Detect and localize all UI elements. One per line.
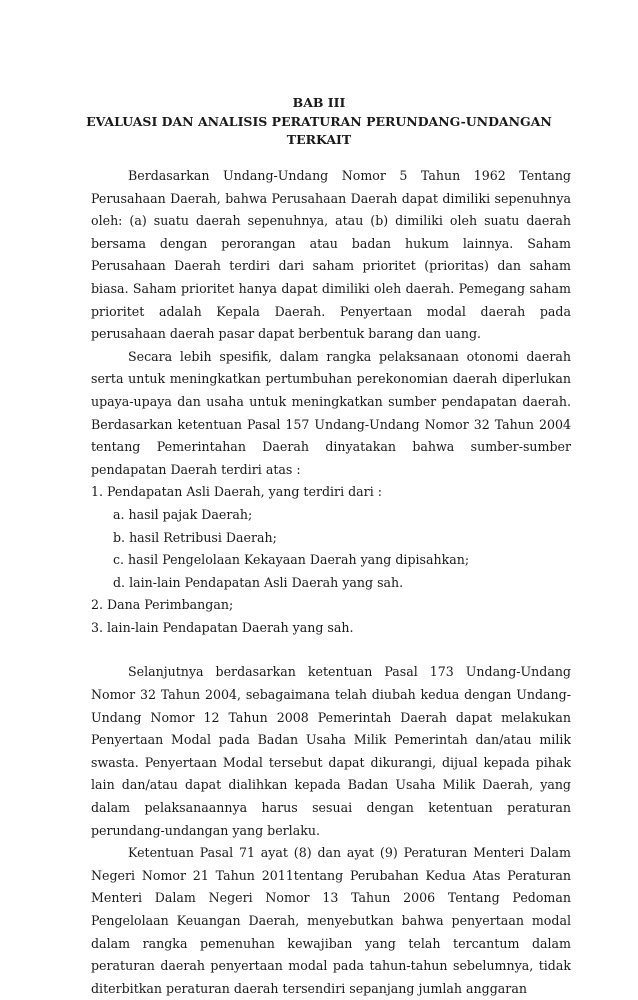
revenue-sources-list: [91, 481, 571, 639]
paragraph-3: Selanjutnya berdasarkan ketentuan Pasal 173 Undang-Undang Nomor 32 Tahun 2004, sebagaimana telah diubah kedua dengan Undang-Undang Nomor 12 Tahun 2008 Pemerintah Daerah dapat melakukan Penyertaan Modal pada Badan Usaha Milik Pemerintah dan/atau milik swasta. Penyertaan Modal tersebut dapat dikurangi, dijual kepada pihak lain dan/atau dapat dialihkan kepada Badan Usaha Milik Daerah, yang dalam pelaksanaannya harus sesuai dengan ketentuan peraturan perundang-undangan yang berlaku.: [91, 664, 571, 838]
sublist-item-c: c. hasil Pengelolaan Kekayaan Daerah yang dipisahkan;: [113, 552, 470, 568]
chapter-title-line-1: EVALUASI DAN ANALISIS PERATURAN PERUNDANG-UNDANGAN: [86, 114, 552, 129]
chapter-heading: BAB III: [292, 95, 346, 110]
sublist-item-a: a. hasil pajak Daerah;: [113, 506, 253, 522]
chapter-title-line-2: TERKAIT: [286, 132, 352, 147]
paragraph-1: Berdasarkan Undang-Undang Nomor 5 Tahun 1962 Tentang Perusahaan Daerah, bahwa Perusahaan Daerah dapat dimiliki sepenuhnya oleh: (a) suatu daerah sepenuhnya, atau (b) dimiliki oleh suatu daerah bersama dengan perorangan atau badan hukum lainnya. Saham Perusahaan Daerah terdiri dari saham prioritet (prioritas) dan saham biasa. Saham prioritet hanya dapat dimiliki oleh daerah. Pemegang saham prioritet adalah Kepala Daerah. Penyertaan modal daerah pada perusahaan daerah pasar dapat berbentuk barang dan uang.: [91, 168, 571, 342]
paragraph-4: Ketentuan Pasal 71 ayat (8) dan ayat (9) Peraturan Menteri Dalam Negeri Nomor 21 Tahun 2011tentang Perubahan Kedua Atas Peraturan Menteri Dalam Negeri Nomor 13 Tahun 2006 Tentang Pedoman Pengelolaan Keuangan Daerah, menyebutkan bahwa penyertaan modal dalam rangka pemenuhan kewajiban yang telah tercantum dalam peraturan daerah penyertaan modal pada tahun-tahun sebelumnya, tidak diterbitkan peraturan daerah tersendiri sepanjang jumlah anggaran: [91, 845, 571, 996]
sublist-item-d: d. lain-lain Pendapatan Asli Daerah yang sah.: [113, 574, 404, 590]
list-item-2: 2. Dana Perimbangan;: [91, 597, 234, 613]
paragraph-2: Secara lebih spesifik, dalam rangka pelaksanaan otonomi daerah serta untuk meningkatkan pertumbuhan perekonomian daerah diperlukan upaya-upaya dan usaha untuk meningkatkan sumber pendapatan daerah. Berdasarkan ketentuan Pasal 157 Undang-Undang Nomor 32 Tahun 2004 tentang Pemerintahan Daerah dinyatakan bahwa sumber-sumber pendapatan Daerah terdiri atas :: [91, 348, 571, 477]
sublist-item-b: b. hasil Retribusi Daerah;: [113, 529, 277, 545]
sublist: [91, 504, 571, 594]
list-item-1: 1. Pendapatan Asli Daerah, yang terdiri dari :: [91, 484, 382, 500]
list-item-1-sublist-wrapper: [91, 504, 571, 594]
document-body: [91, 165, 571, 1000]
list-item-3: 3. lain-lain Pendapatan Daerah yang sah.: [91, 619, 354, 635]
paragraph-gap: [91, 639, 571, 661]
